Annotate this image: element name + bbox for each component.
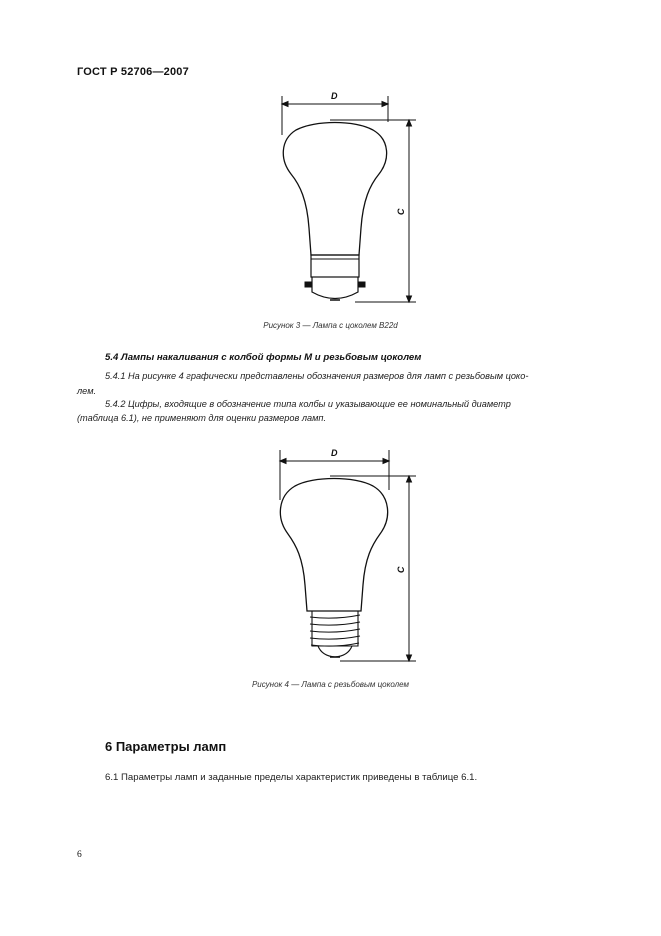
figure-3-lamp-b22d <box>0 0 661 330</box>
document-header: ГОСТ Р 52706—2007 <box>77 66 189 78</box>
fig3-label-d: D <box>331 91 338 101</box>
figure-3-caption: Рисунок 3 — Лампа с цоколем B22d <box>263 321 398 330</box>
fig4-label-d: D <box>331 448 338 458</box>
section-5-4-title: 5.4 Лампы накаливания с колбой формы М и резьбовым цоколем <box>105 352 422 363</box>
fig3-base-neck <box>311 255 359 277</box>
fig3-bulb <box>283 123 386 256</box>
fig4-screw-base <box>310 611 360 657</box>
page-number: 6 <box>77 850 82 860</box>
para-6-1: 6.1 Параметры ламп и заданные пределы характеристик приведены в таблице 6.1. <box>105 772 478 783</box>
figure-4-lamp-screw <box>0 430 661 680</box>
section-6-heading: 6 Параметры ламп <box>105 739 227 754</box>
para-5-4-1-line1: 5.4.1 На рисунке 4 графически представлены обозначения размеров для ламп с резьбовым цоко- <box>105 371 529 381</box>
fig4-bulb <box>280 479 387 612</box>
fig3-bayonet-pin-right <box>358 282 365 287</box>
fig4-label-c: C <box>396 566 406 573</box>
fig3-label-c: C <box>396 208 406 215</box>
figure-4-caption: Рисунок 4 — Лампа с резьбовым цоколем <box>251 680 410 689</box>
para-5-4-2-line1: 5.4.2 Цифры, входящие в обозначение типа колбы и указывающие ее номинальный диаметр <box>105 399 511 409</box>
para-5-4-2-line2: (таблица 6.1), не применяют для оценки размеров ламп. <box>77 413 327 423</box>
para-5-4-1-line2: лем. <box>77 386 97 396</box>
fig3-base-cap <box>312 277 358 299</box>
fig3-bayonet-pin-left <box>305 282 312 287</box>
